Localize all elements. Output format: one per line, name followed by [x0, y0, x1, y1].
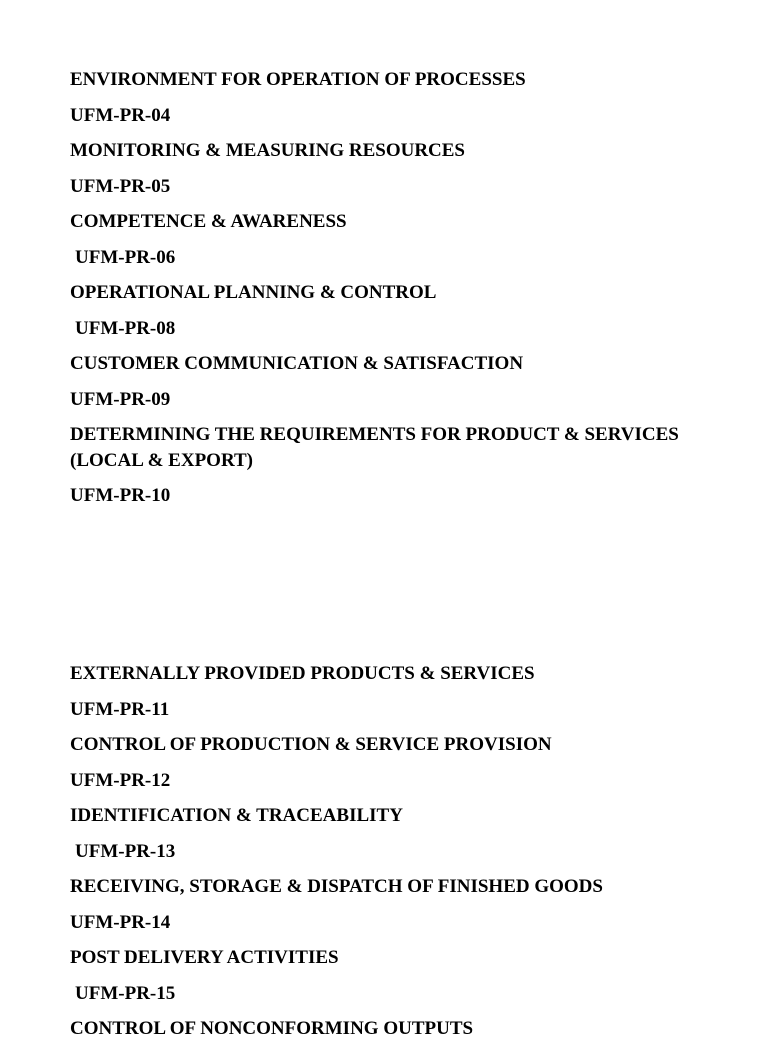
document-code: UFM-PR-13 [75, 841, 176, 862]
section-title: RECEIVING, STORAGE & DISPATCH OF FINISHED GOODS [70, 876, 603, 897]
document-code: UFM-PR-08 [75, 318, 176, 339]
document-code: UFM-PR-09 [70, 389, 171, 410]
section-title: EXTERNALLY PROVIDED PRODUCTS & SERVICES [70, 663, 535, 684]
document-code: UFM-PR-15 [75, 983, 176, 1004]
section-title: COMPETENCE & AWARENESS [70, 211, 347, 232]
section-title: ENVIRONMENT FOR OPERATION OF PROCESSES [70, 69, 526, 90]
section-title: CONTROL OF PRODUCTION & SERVICE PROVISION [70, 734, 552, 755]
document-code: UFM-PR-04 [70, 105, 171, 126]
section-title: DETERMINING THE REQUIREMENTS FOR PRODUCT & SERVICES [70, 424, 679, 445]
section-title: CUSTOMER COMMUNICATION & SATISFACTION [70, 353, 524, 374]
section-title: OPERATIONAL PLANNING & CONTROL [70, 282, 437, 303]
section-title: POST DELIVERY ACTIVITIES [70, 947, 339, 968]
document-code: UFM-PR-11 [70, 699, 170, 720]
document-code: UFM-PR-12 [70, 770, 171, 791]
section-title: CONTROL OF NONCONFORMING OUTPUTS [70, 1018, 474, 1039]
section-title-continued: (LOCAL & EXPORT) [70, 450, 254, 471]
document-code: UFM-PR-06 [75, 247, 176, 268]
section-title: IDENTIFICATION & TRACEABILITY [70, 805, 403, 826]
document-code: UFM-PR-05 [70, 176, 171, 197]
section-title: MONITORING & MEASURING RESOURCES [70, 140, 466, 161]
document-code: UFM-PR-10 [70, 485, 171, 506]
document-code: UFM-PR-14 [70, 912, 171, 933]
